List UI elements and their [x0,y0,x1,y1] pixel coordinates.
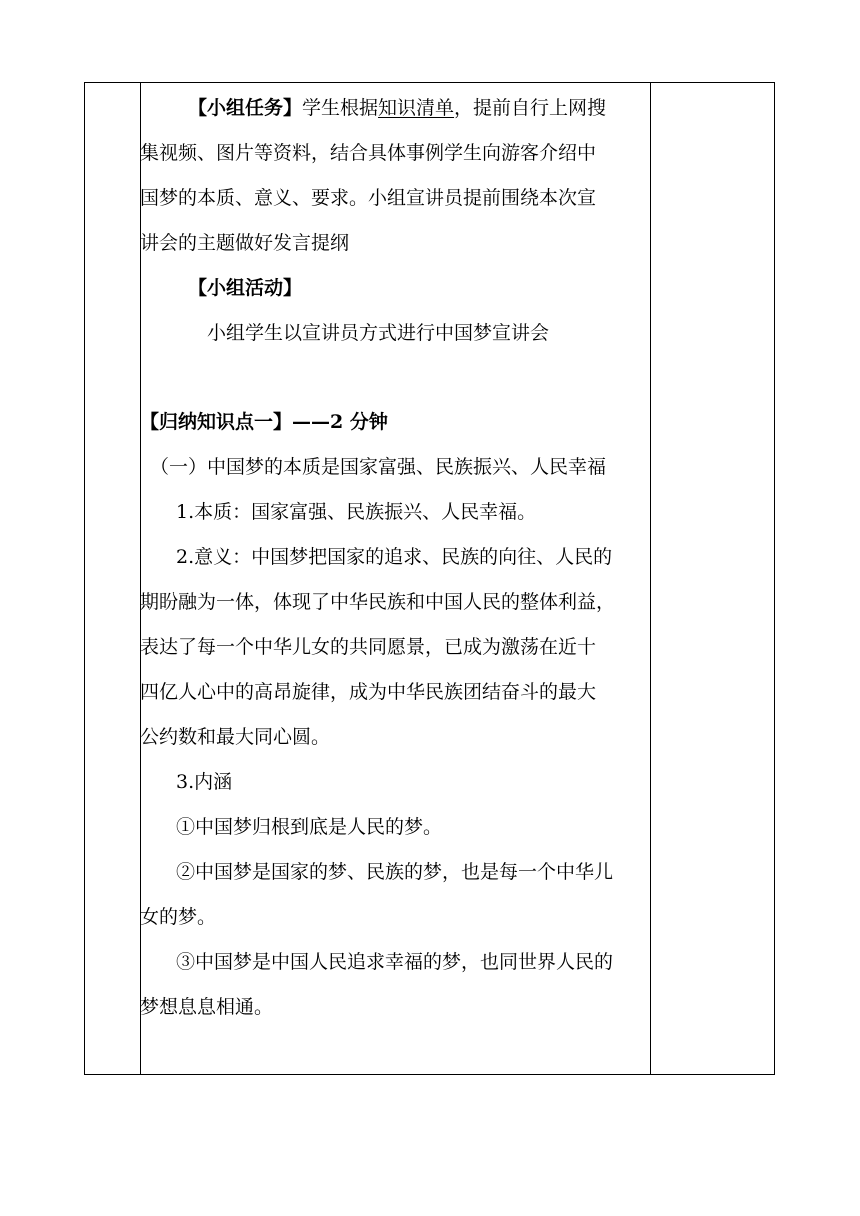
summary-heading: 【归纳知识点一】——2 分钟 [140,411,388,433]
activity-text: 小组学生以宣讲员方式进行中国梦宣讲会 [207,322,550,344]
section-title: （一）中国梦的本质是国家富强、民族振兴、人民幸福 [150,456,607,478]
point-1: ①中国梦归根到底是人民的梦。 [176,816,443,838]
task-line-2: 集视频、图片等资料，结合具体事例学生向游客介绍中 [140,142,597,164]
knowledge-list-link[interactable]: 知识清单 [378,97,455,119]
task-line-1 [188,96,606,120]
activity-heading: 【小组活动】 [188,277,303,299]
point-3-line-1: ③中国梦是中国人民追求幸福的梦，也同世界人民的 [176,951,614,973]
column-divider-right [650,83,651,1074]
task-text-before: 学生根据 [302,97,379,119]
task-heading: 【小组任务】 [188,97,303,119]
task-text-after: ，提前自行上网搜 [454,97,607,119]
point-2-line-2: 女的梦。 [140,906,217,928]
point-3-line-2: 梦想息息相通。 [140,996,274,1018]
item-3-connotation: 3.内涵 [176,771,233,793]
item-1-essence: 1.本质：国家富强、民族振兴、人民幸福。 [176,501,537,523]
task-line-3: 国梦的本质、意义、要求。小组宣讲员提前围绕本次宣 [140,187,597,209]
point-2-line-1: ②中国梦是国家的梦、民族的梦，也是每一个中华儿 [176,861,614,883]
item-2-line-5: 公约数和最大同心圆。 [140,726,331,748]
item-2-line-1: 2.意义：中国梦把国家的追求、民族的向往、人民的 [176,546,613,568]
item-2-line-4: 四亿人心中的高昂旋律，成为中华民族团结奋斗的最大 [140,681,597,703]
item-2-line-2: 期盼融为一体，体现了中华民族和中国人民的整体利益， [140,591,616,613]
task-line-4: 讲会的主题做好发言提纲 [140,232,350,254]
item-2-line-3: 表达了每一个中华儿女的共同愿景，已成为激荡在近十 [140,636,597,658]
